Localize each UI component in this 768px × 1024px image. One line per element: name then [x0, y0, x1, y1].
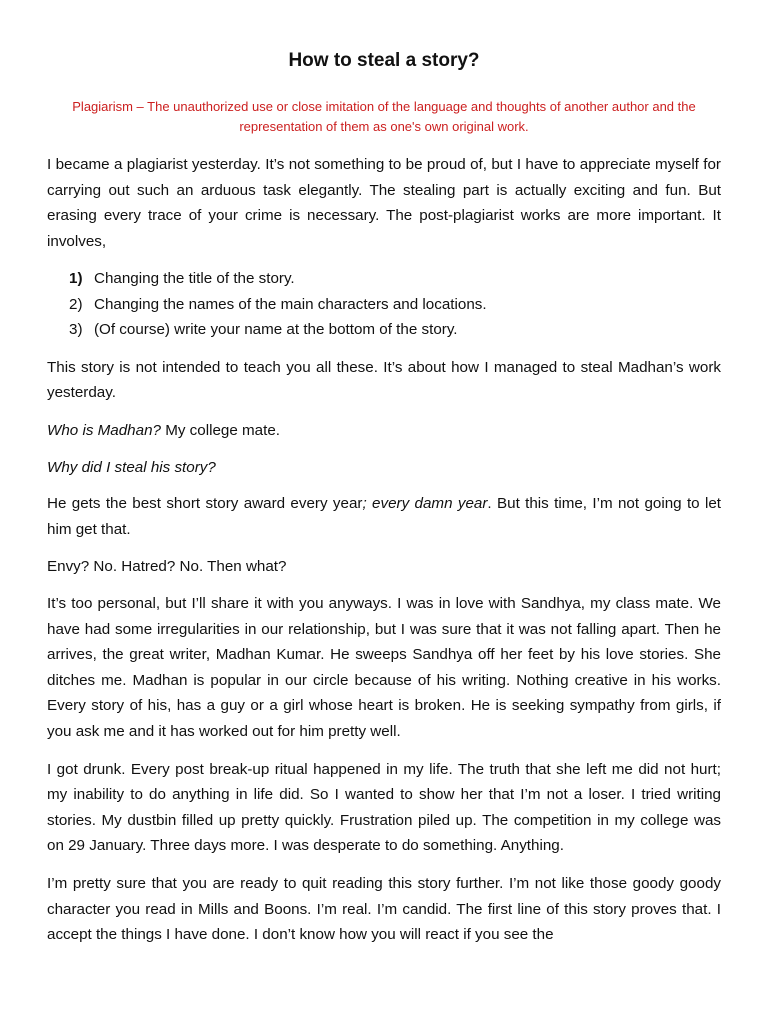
answer-who-is-madhan: My college mate. [160, 422, 280, 440]
list-item-number: 3) [69, 321, 83, 339]
paragraph-award [47, 491, 721, 542]
paragraph-intro: I became a plagiarist yesterday. It’s not something to be proud of, but I have to appreciate myself for carrying out such an arduous task elegantly. The stealing part is actually exciting and fun. But erasing every trace of your crime is necessary. The post-plagiarist works are more important. It involves, [47, 156, 721, 250]
list-item-number: 2) [69, 295, 83, 313]
story-body [47, 152, 721, 960]
paragraph-drunk: I got drunk. Every post break-up ritual happened in my life. The truth that she left me did not hurt; my inability to do anything in life did. So I wanted to show her that I’m not a loser. I tried writing stories. My dustbin filled up pretty quickly. Frustration piled up. The competition in my college was on 29 January. Three days more. I was desperate to do something. Anything. [47, 760, 721, 855]
list-item-text: Changing the title of the story. [94, 270, 295, 288]
question-why-steal: Why did I steal his story? [47, 458, 216, 476]
paragraph-sandhya: It’s too personal, but I’ll share it with you anyways. I was in love with Sandhya, my class mate. We have had some irregularities in our relationship, but I was sure that it was not falling apart. Then he arrives, the great writer, Madhan Kumar. He sweeps Sandhya off her feet by his love stories. She ditches me. Madhan is popular in our circle because of his writing. Nothing creative in his works. Every story of his, has a guy or a girl whose heart is broken. He is seeking sympathy from girls, if you ask me and it has worked out for him pretty well. [47, 595, 721, 740]
plagiarism-definition: Plagiarism – The unauthorized use or close imitation of the language and thoughts of another author and the representation of them as one's own original work. [72, 99, 696, 134]
list-item [69, 317, 721, 343]
paragraph-envy: Envy? No. Hatred? No. Then what? [47, 558, 287, 576]
list-item [69, 266, 721, 292]
award-text-end: . But this time, I’m not going to let him get that. [47, 495, 722, 538]
question-who-is-madhan: Who is Madhan? [47, 422, 161, 440]
award-text-start: He gets the best short story award every year [47, 495, 363, 513]
award-text-italic: ; every damn year [362, 495, 488, 513]
paragraph-why-steal [47, 455, 721, 481]
list-item-number: 1) [69, 270, 83, 288]
steps-list [47, 266, 721, 343]
document-title: How to steal a story? [288, 50, 480, 71]
list-item [69, 292, 721, 318]
list-item-text: (Of course) write your name at the bottom of the story. [94, 321, 458, 339]
paragraph-purpose: This story is not intended to teach you all these. It’s about how I managed to steal Madhan’s work yesterday. [47, 358, 721, 402]
list-item-text: Changing the names of the main characters and locations. [94, 295, 487, 313]
paragraph-candid: I’m pretty sure that you are ready to quit reading this story further. I’m not like those goody goody character you read in Mills and Boons. I’m real. I’m candid. The first line of this story proves that. I accept the things I have done. I don’t know how you will react if you see the [47, 874, 721, 944]
paragraph-who-is-madhan [47, 418, 721, 444]
